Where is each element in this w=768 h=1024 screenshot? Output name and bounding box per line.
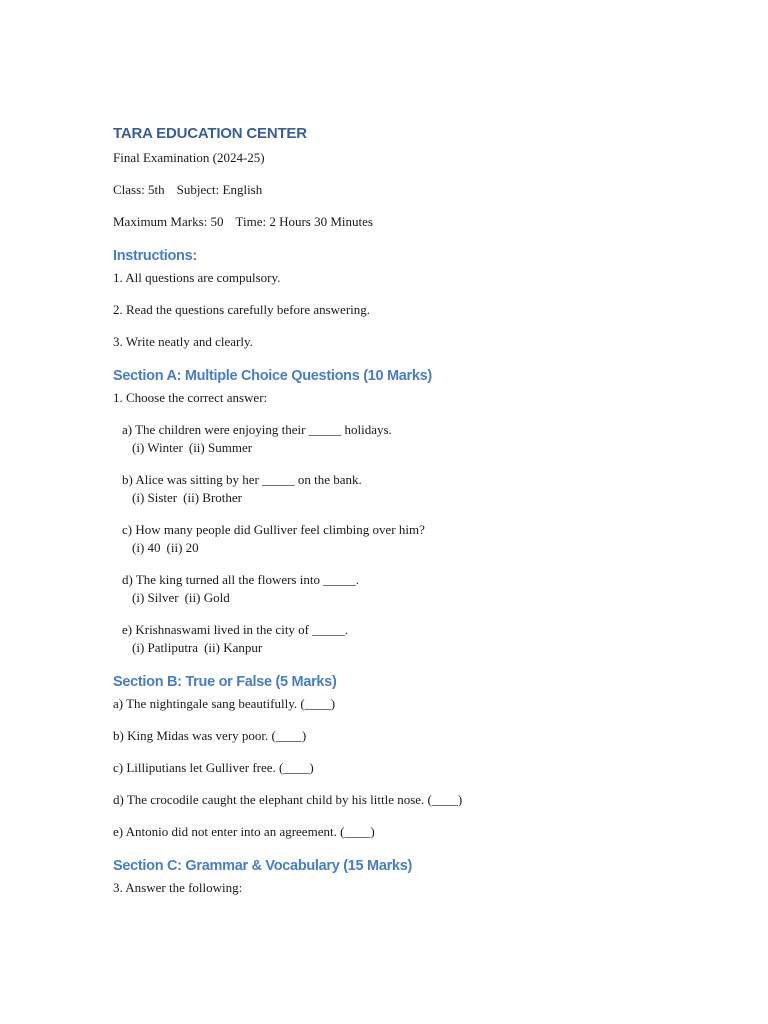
- question-stem: b) Alice was sitting by her _____ on the bank.: [122, 472, 362, 487]
- mcq-question: [122, 471, 733, 507]
- option: (i) 40: [132, 540, 161, 555]
- option: (ii) Gold: [184, 590, 230, 605]
- option: (ii) 20: [166, 540, 199, 555]
- question-stem: a) The children were enjoying their _____ holidays.: [122, 422, 392, 437]
- true-false-item: d) The crocodile caught the elephant child by his little nose. (____): [113, 792, 463, 807]
- option: (ii) Kanpur: [204, 640, 263, 655]
- question-options: [122, 639, 733, 657]
- true-false-item: b) King Midas was very poor. (____): [113, 728, 307, 743]
- max-marks-label: Maximum Marks: 50: [113, 214, 224, 229]
- option: (i) Winter: [132, 440, 183, 455]
- mcq-question: [122, 421, 733, 457]
- class-subject-line: [113, 181, 733, 199]
- section-a-prompt: 1. Choose the correct answer:: [113, 390, 268, 405]
- exam-title: Final Examination (2024-25): [113, 150, 265, 165]
- marks-time-line: [113, 213, 733, 231]
- true-false-item: a) The nightingale sang beautifully. (____): [113, 696, 336, 711]
- instructions-heading: Instructions:: [113, 248, 197, 264]
- exam-document: [113, 124, 733, 911]
- section-c-prompt: 3. Answer the following:: [113, 880, 243, 895]
- question-options: [122, 539, 733, 557]
- question-stem: e) Krishnaswami lived in the city of _____.: [122, 622, 349, 637]
- question-stem: c) How many people did Gulliver feel climbing over him?: [122, 522, 425, 537]
- time-label: Time: 2 Hours 30 Minutes: [235, 214, 373, 229]
- instruction-item: 2. Read the questions carefully before answering.: [113, 302, 371, 317]
- section-c-heading: Section C: Grammar & Vocabulary (15 Marks): [113, 858, 412, 874]
- subject-label: Subject: English: [176, 182, 263, 197]
- option: (i) Silver: [132, 590, 179, 605]
- mcq-question: [122, 571, 733, 607]
- question-options: [122, 589, 733, 607]
- question-options: [122, 489, 733, 507]
- option: (i) Patliputra: [132, 640, 199, 655]
- school-name: TARA EDUCATION CENTER: [113, 125, 307, 142]
- mcq-question: [122, 521, 733, 557]
- section-a-heading: Section A: Multiple Choice Questions (10 Marks): [113, 368, 432, 384]
- section-b-heading: Section B: True or False (5 Marks): [113, 674, 337, 690]
- option: (i) Sister: [132, 490, 178, 505]
- question-options: [122, 439, 733, 457]
- instruction-item: 3. Write neatly and clearly.: [113, 334, 253, 349]
- true-false-item: e) Antonio did not enter into an agreement. (____): [113, 824, 375, 839]
- option: (ii) Summer: [188, 440, 253, 455]
- class-label: Class: 5th: [113, 182, 165, 197]
- instruction-item: 1. All questions are compulsory.: [113, 270, 281, 285]
- mcq-question: [122, 621, 733, 657]
- option: (ii) Brother: [183, 490, 242, 505]
- question-stem: d) The king turned all the flowers into _____.: [122, 572, 359, 587]
- true-false-item: c) Lilliputians let Gulliver free. (____): [113, 760, 314, 775]
